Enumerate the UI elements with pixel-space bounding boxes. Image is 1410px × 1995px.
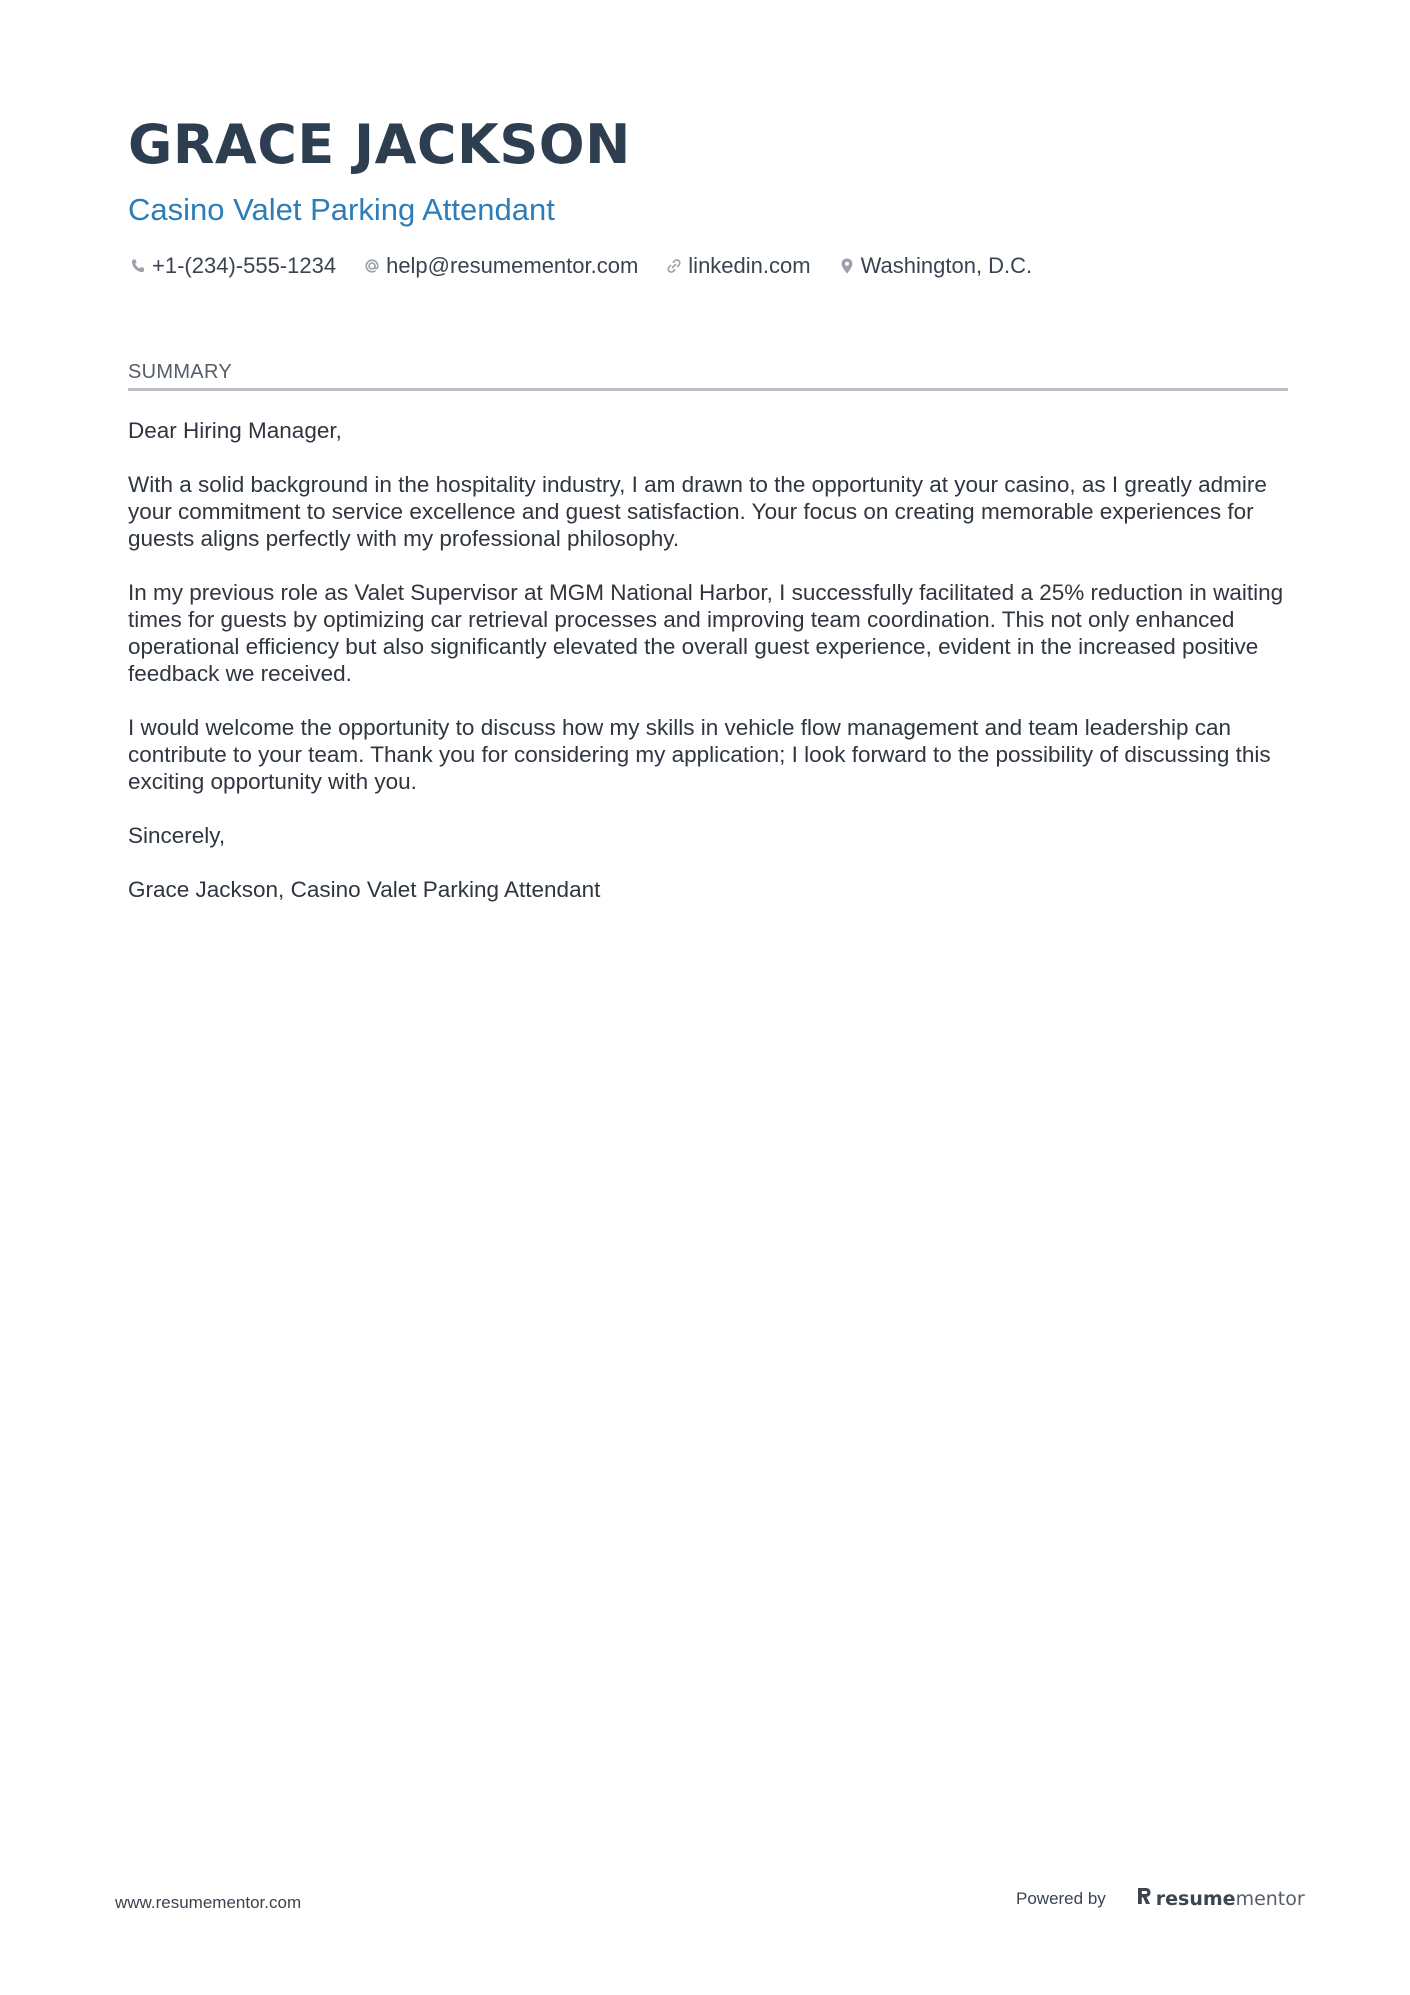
- section-heading: SUMMARY: [128, 360, 1288, 391]
- phone-icon: [128, 256, 148, 276]
- at-icon: [362, 256, 382, 276]
- greeting: Dear Hiring Manager,: [128, 418, 342, 443]
- brand-logo[interactable]: [1136, 1886, 1305, 1911]
- contact-phone: [128, 252, 336, 280]
- link-icon: [664, 256, 684, 276]
- brand-name-light: mentor: [1235, 1887, 1305, 1910]
- contact-email: [362, 252, 638, 280]
- footer-website-link[interactable]: www.resumementor.com: [115, 1893, 302, 1912]
- contact-location: [837, 252, 1033, 280]
- contact-bar: [128, 252, 1288, 280]
- email-text: help@resumementor.com: [386, 253, 639, 278]
- letter-paragraph: I would welcome the opportunity to discuss how my skills in vehicle flow management and team leadership can contribute to your team. Thank you for considering my application; I look forward to the possibility of discussing this exciting opportunity with you.: [128, 715, 1271, 794]
- contact-linkedin: [664, 252, 810, 280]
- resumementor-logo-icon: [1136, 1886, 1152, 1911]
- header: [128, 112, 1288, 280]
- signature: Grace Jackson, Casino Valet Parking Attendant: [128, 877, 601, 902]
- location-text: Washington, D.C.: [860, 253, 1033, 278]
- cover-letter-body: [128, 417, 1288, 903]
- location-pin-icon: [837, 256, 857, 276]
- powered-by-label: Powered by: [1016, 1888, 1106, 1908]
- summary-section: [128, 360, 1288, 930]
- letter-paragraph: With a solid background in the hospitality industry, I am drawn to the opportunity at your casino, as I greatly admire your commitment to service excellence and guest satisfaction. Your focus on creating memorable experiences for guests aligns perfectly with my professional philosophy.: [128, 472, 1267, 551]
- letter-paragraph: In my previous role as Valet Supervisor at MGM National Harbor, I successfully facilitated a 25% reduction in waiting times for guests by optimizing car retrieval processes and improving team coordination. This not only enhanced operational efficiency but also significantly elevated the overall guest experience, evident in the increased positive feedback we received.: [128, 580, 1284, 686]
- phone-text: +1-(234)-555-1234: [152, 253, 337, 278]
- job-title: Casino Valet Parking Attendant: [128, 192, 555, 227]
- candidate-name: GRACE JACKSON: [128, 113, 631, 176]
- brand-name-bold: resume: [1155, 1887, 1236, 1910]
- closing: Sincerely,: [128, 823, 226, 848]
- linkedin-text: linkedin.com: [688, 253, 811, 278]
- footer-branding: [1016, 1886, 1305, 1911]
